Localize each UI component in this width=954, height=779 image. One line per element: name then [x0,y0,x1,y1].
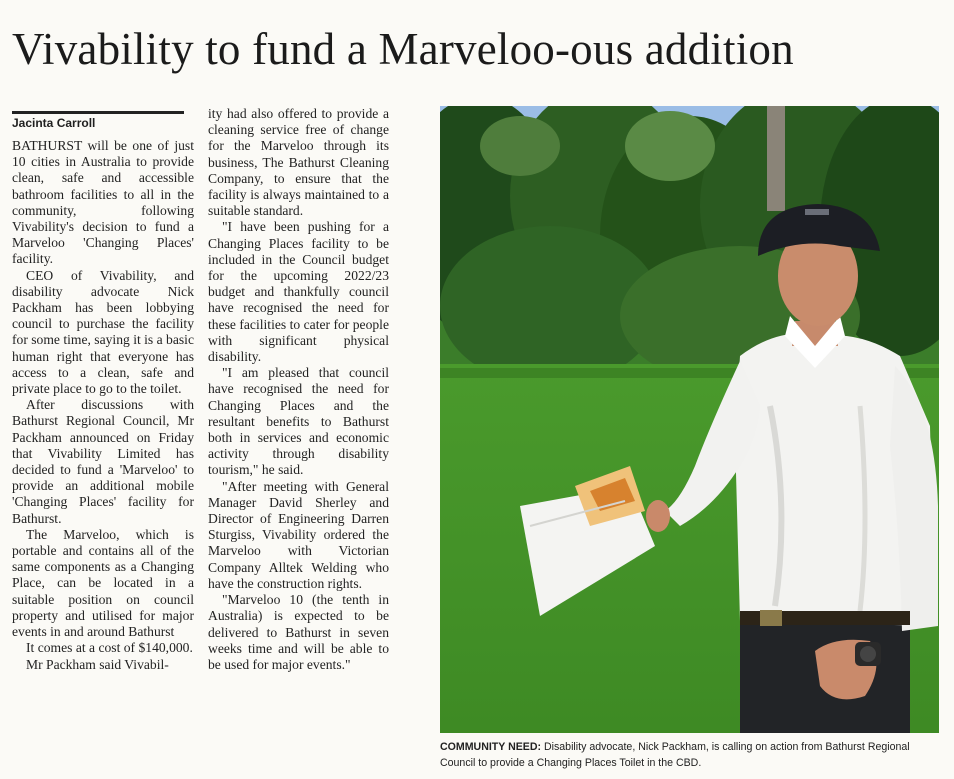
byline-rule [12,111,184,114]
paragraph: The Marveloo, which is portable and contains all of the same components as a Changing Place, can be located in a suitable position on council property and utilised for major events in and around Bathurst [12,526,194,640]
caption-text: Disability advocate, Nick Packham, is calling on action from Bathurst Regional Council to provide a Changing Places Toilet in the CBD. [440,741,910,769]
news-photo [440,106,939,733]
paragraph: "After meeting with General Manager David Sherley and Director of Engineering Darren Sturgiss, Vivability ordered the Marveloo with Victorian Company Alltek Welding who have the construction rights. [208,478,389,591]
paragraph: ity had also offered to provide a cleaning service free of change for the Marveloo through its business, The Bathurst Cleaning Company, to ensure that the facility is always maintained to a suitable standard. [208,106,389,219]
photo-illustration [440,106,939,733]
paragraph: "I am pleased that council have recognised the need for Changing Places and the resultant benefits to Bathurst both in services and economic activity through disability tourism," he said. [208,365,389,478]
paragraph: After discussions with Bathurst Regional Council, Mr Packham announced on Friday that Vivability Limited has decided to fund a 'Marveloo' to provide an additional mobile 'Changing Places' facility for Bathurst. [12,397,194,526]
byline: Jacinta Carroll [12,116,96,130]
paragraph: Mr Packham said Vivabil- [26,656,169,672]
article-column-1 [12,138,194,768]
paragraph: "I have been pushing for a Changing Places facility to be included in the Council budget for the upcoming 2022/23 budget and thankfully council have recognised the need for these facilities to cater for people with significant physical disability. [208,219,389,365]
paragraph: CEO of Vivability, and disability advocate Nick Packham has been lobbying council to purchase the facility for some time, saying it is a basic human right that everyone has access to a clean, safe and private place to go to the toilet. [12,267,194,397]
photo-caption [440,739,945,771]
power-pole [767,106,785,211]
article-column-2 [208,106,389,770]
caption-label: COMMUNITY NEED: [440,741,542,753]
paragraph: It comes at a cost of $140,000. [26,640,193,656]
headline: Vivability to fund a Marveloo-ous addition [12,24,794,74]
paragraph: BATHURST will be one of just 10 cities in Australia to provide clean, safe and accessible bathroom facilities to all in the community, following Vivability's decision to fund a Marveloo 'Changing Places' facility. [12,138,194,267]
paragraph: "Marveloo 10 (the tenth in Australia) is expected to be delivered to Bathurst in seven weeks time and will be able to be used for major events." [208,592,389,672]
